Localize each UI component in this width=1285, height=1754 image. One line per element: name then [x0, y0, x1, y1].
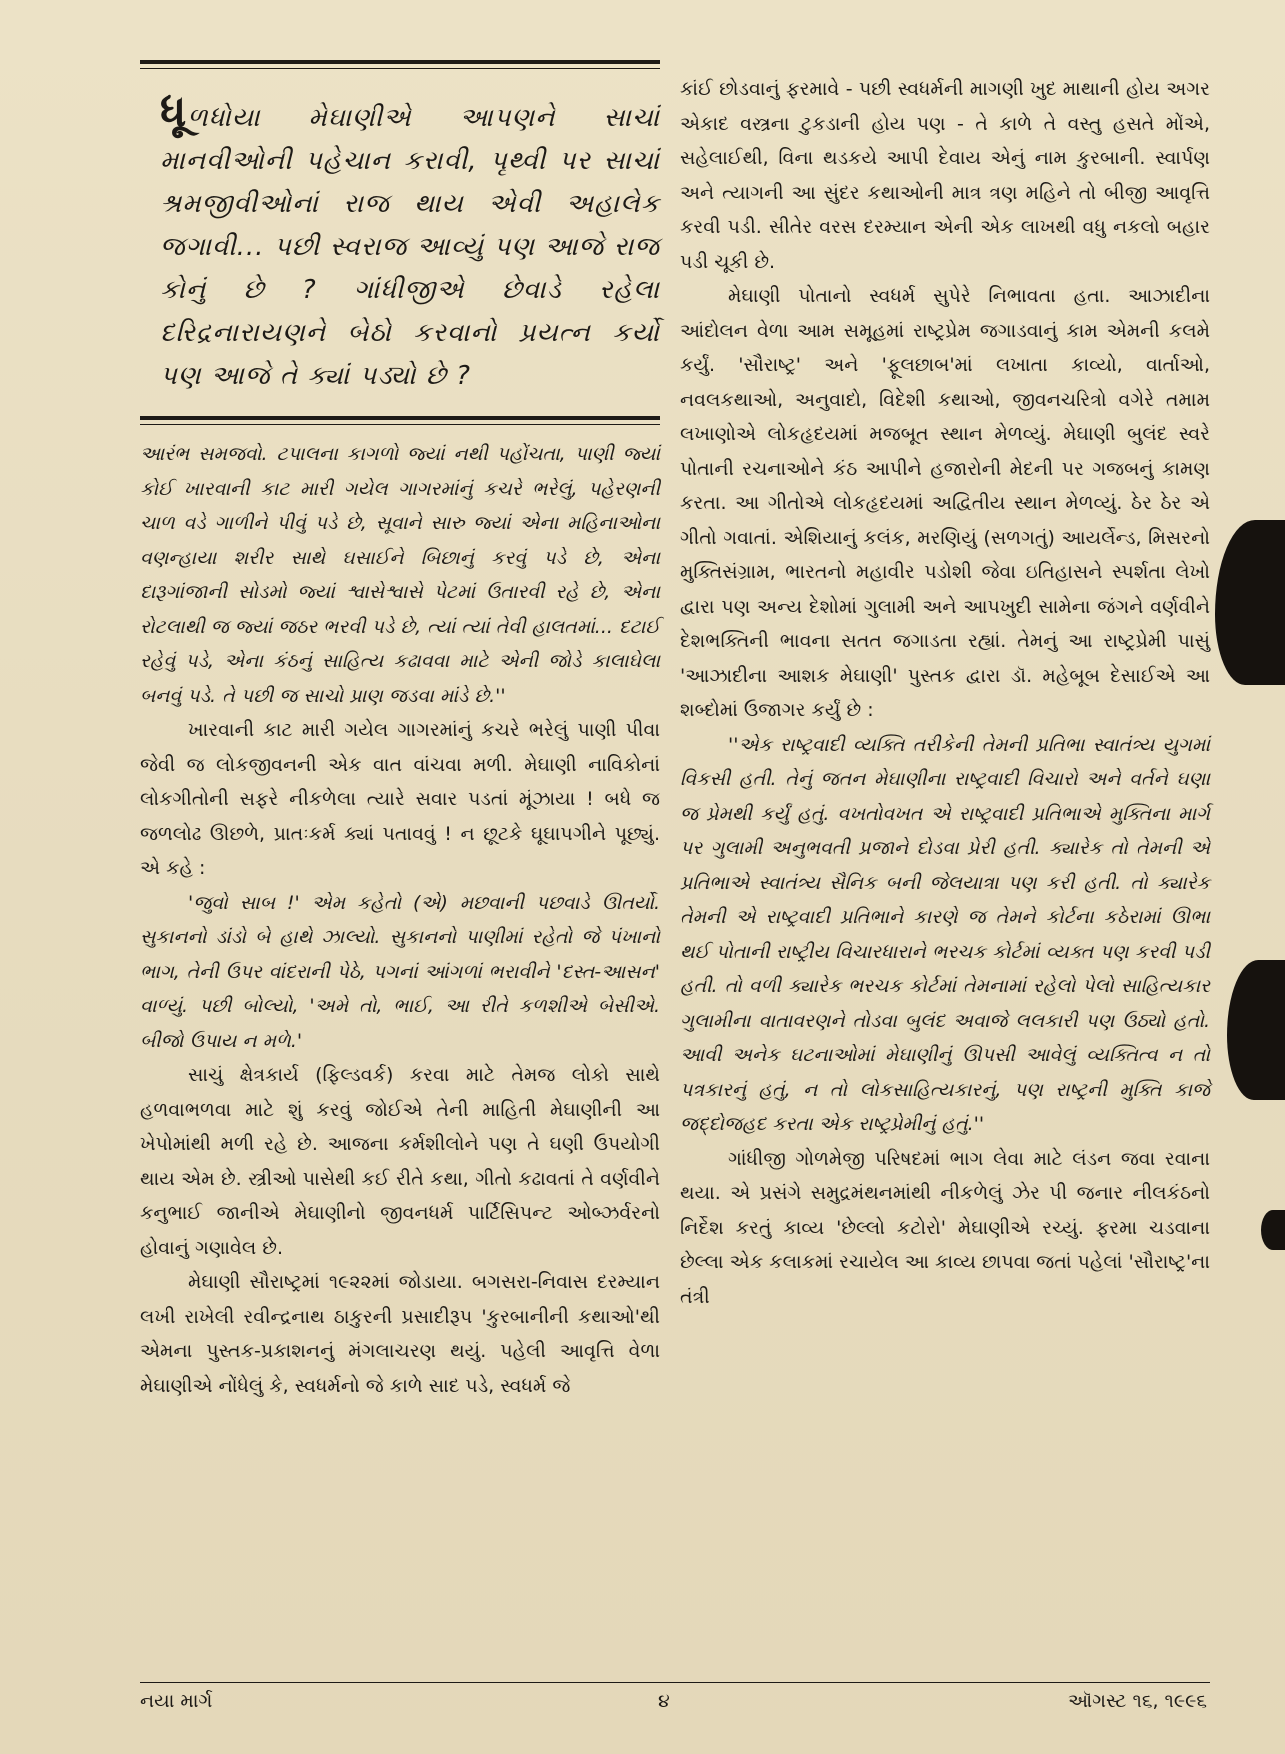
quote-bottom-rule-thick	[140, 416, 660, 420]
pull-quote	[140, 86, 660, 398]
body-paragraph: મેઘાણી સૌરાષ્ટ્રમાં ૧૯૨૨માં જોડાયા. બગસરા-નિવાસ દરમ્યાન લખી રાખેલી રવીન્દ્રનાથ ઠાકુરની પ્રસાદીરૂપ 'કુરબાનીની કથાઓ'થી એમના પુસ્તક-પ્રકાશનનું મંગલાચરણ થયું. પહેલી આવૃત્તિ વેળા મેઘાણીએ નોંધેલું કે, સ્વધર્મનો જે કાળે સાદ પડે, સ્વધર્મ જે	[140, 1271, 660, 1397]
issue-date: ઑગસ્ટ ૧૬, ૧૯૯૬	[1067, 1690, 1207, 1712]
publication-name: નયા માર્ગ	[140, 1690, 213, 1712]
pull-quote-initial: ધૂ	[160, 86, 188, 137]
body-paragraph: સાચું ક્ષેત્રકાર્ય (ફિલ્ડવર્ક) કરવા માટે તેમજ લોકો સાથે હળવાભળવા માટે શું કરવું જોઈએ તેની માહિતી મેઘાણીની આ ખેપોમાંથી મળી રહે છે. આજના કર્મશીલોને પણ તે ઘણી ઉપયોગી થાય એમ છે. સ્ત્રીઓ પાસેથી કઈ રીતે કથા, ગીતો કઢાવતાં તે વર્ણવીને કનુભાઈ જાનીએ મેઘાણીનો જીવનધર્મ પાર્ટિસિપન્ટ ઓબ્ઝર્વરનો હોવાનું ગણાવેલ છે.	[140, 1064, 660, 1259]
quoted-paragraph: ''એક રાષ્ટ્રવાદી વ્યક્તિ તરીકેની તેમની પ્રતિભા સ્વાતંત્ર્ય યુગમાં વિકસી હતી. તેનું જતન મેઘાણીના રાષ્ટ્રવાદી વિચારો અને વર્તને ઘણા જ પ્રેમથી કર્યું હતું. વખતોવખત એ રાષ્ટ્રવાદી પ્રતિભાએ મુક્તિના માર્ગ પર ગુલામી અનુભવતી પ્રજાને દોડવા પ્રેરી હતી. ક્યારેક તો તેમની એ પ્રતિભાએ સ્વાતંત્ર્ય સૈનિક બની જેલયાત્રા પણ કરી હતી. તો ક્યારેક તેમની એ રાષ્ટ્રવાદી પ્રતિભાને કારણે જ તેમને કોર્ટના કઠેરામાં ઊભા થઈ પોતાની રાષ્ટ્રીય વિચારધારાને ભરચક કોર્ટમાં વ્યક્ત પણ કરવી પડી હતી. તો વળી ક્યારેક ભરચક કોર્ટમાં તેમનામાં રહેલો પેલો સાહિત્યકાર ગુલામીના વાતાવરણને તોડવા બુલંદ અવાજે લલકારી પણ ઉઠ્યો હતો. આવી અનેક ઘટનાઓમાં મેઘાણીનું ઊપસી આવેલું વ્યક્તિત્વ ન તો પત્રકારનું હતું, ન તો લોકસાહિત્યકારનું, પણ રાષ્ટ્રની મુક્તિ કાજે જદ્દોજહદ કરતા એક રાષ્ટ્રપ્રેમીનું હતું.''	[680, 733, 1210, 1135]
page-number: ૪	[658, 1690, 670, 1712]
torn-edge-mark	[1227, 960, 1285, 1100]
body-paragraph: આરંભ સમજવો. ટપાલના કાગળો જ્યાં નથી પહોંચતા, પાણી જ્યાં કોઈ ખારવાની કાટ મારી ગયેલ ગાગરમાંનું કચરે ભરેલું, પહેરણની ચાળ વડે ગાળીને પીવું પડે છે, સૂવાને સારુ જ્યાં એના મહિનાઓના વણન્હાયા શરીર સાથે ઘસાઈને બિછાનું કરવું પડે છે, એના દારૂગાંજાની સોડમો જ્યાં શ્વાસેશ્વાસે પેટમાં ઉતારવી રહે છે, એના રોટલાથી જ જ્યાં જઠર ભરવી પડે છે, ત્યાં ત્યાં તેવી હાલતમાં... દટાઈ રહેવું પડે, એના કંઠનું સાહિત્ય કઢાવવા માટે એની જોડે કાલાઘેલા બનવું પડે. તે પછી જ સાચો પ્રાણ જડવા માંડે છે.''	[140, 443, 660, 707]
quote-bottom-rule-thin	[140, 424, 660, 425]
pull-quote-text: ળધોયા મેઘાણીએ આપણને સાચાં માનવીઓની પહેચાન કરાવી, પૃથ્વી પર સાચાં શ્રમજીવીઓનાં રાજ થાય એવી અહાલેક જગાવી... પછી સ્વરાજ આવ્યું પણ આજે રાજ કોનું છે ? ગાંધીજીએ છેવાડે રહેલા દરિદ્રનારાયણને બેઠો કરવાનો પ્રયત્ન કર્યો પણ આજે તે ક્યાં પડ્યો છે ?	[160, 103, 660, 391]
body-paragraph: કાંઈ છોડવાનું ફરમાવે - પછી સ્વધર્મની માગણી ખુદ માથાની હોય અગર એકાદ વસ્ત્રના ટુકડાની હોય પણ - તે કાળે તે વસ્તુ હસતે મોંએ, સહેલાઈથી, વિના થડકયે આપી દેવાય એનું નામ કુરબાની. સ્વાર્પણ અને ત્યાગની આ સુંદર કથાઓની માત્ર ત્રણ મહિને તો બીજી આવૃત્તિ કરવી પડી. સીતેર વરસ દરમ્યાન એની એક લાખથી વધુ નકલો બહાર પડી ચૂકી છે.	[680, 78, 1210, 273]
torn-edge-mark	[1215, 520, 1285, 685]
left-column	[140, 60, 660, 1403]
body-paragraph: ગાંધીજી ગોળમેજી પરિષદમાં ભાગ લેવા માટે લંડન જવા રવાના થયા. એ પ્રસંગે સમુદ્રમંથનમાંથી નીકળેલું ઝેર પી જનાર નીલકંઠનો નિર્દેશ કરતું કાવ્ય 'છેલ્લો કટોરો' મેઘાણીએ રચ્યું. ફરમા ચડવાના છેલ્લા એક કલાકમાં રચાયેલ આ કાવ્ય છાપવા જતાં પહેલાં 'સૌરાષ્ટ્ર'ના તંત્રી	[680, 1147, 1210, 1308]
body-paragraph: 'જુવો સાબ !' એમ કહેતો (એ) મછવાની પછવાડે ઊતર્યો. સુકાનનો ડાંડો બે હાથે ઝાલ્યો. સુકાનનો પાણીમાં રહેતો જે પંખાનો ભાગ, તેની ઉપર વાંદરાની પેઠે, પગનાં આંગળાં ભરાવીને 'દસ્ત-આસન' વાળ્યું. પછી બોલ્યો, 'અમે તો, ભાઈ, આ રીતે કળશીએ બેસીએ. બીજો ઉપાય ન મળે.'	[140, 891, 660, 1052]
footer-rule	[140, 1682, 1210, 1683]
left-body	[140, 437, 660, 1403]
right-column	[680, 72, 1210, 1314]
torn-edge-mark	[1261, 1210, 1285, 1250]
body-paragraph: મેઘાણી પોતાનો સ્વધર્મ સુપેરે નિભાવતા હતા. આઝાદીના આંદોલન વેળા આમ સમૂહમાં રાષ્ટ્રપ્રેમ જગાડવાનું કામ એમની કલમે કર્યું. 'સૌરાષ્ટ્ર' અને 'ફૂલછાબ'માં લખાતા કાવ્યો, વાર્તાઓ, નવલકથાઓ, અનુવાદો, વિદેશી કથાઓ, જીવનચરિત્રો વગેરે તમામ લખાણોએ લોકહૃદયમાં મજબૂત સ્થાન મેળવ્યું. મેઘાણી બુલંદ સ્વરે પોતાની રચનાઓને કંઠ આપીને હજારોની મેદની પર ગજબનું કામણ કરતા. આ ગીતોએ લોકહૃદયમાં અદ્વિતીય સ્થાન મેળવ્યું. ઠેર ઠેર એ ગીતો ગવાતાં. એશિયાનું કલંક, મરણિયું (સળગતું) આયર્લેન્ડ, મિસરનો મુક્તિસંગ્રામ, ભારતનો મહાવીર પડોશી જેવા ઇતિહાસને સ્પર્શતા લેખો દ્વારા પણ અન્ય દેશોમાં ગુલામી અને આપખુદી સામેના જંગને વર્ણવીને દેશભક્તિની ભાવના સતત જગાડતા રહ્યાં. તેમનું આ રાષ્ટ્રપ્રેમી પાસું 'આઝાદીના આશક મેઘાણી' પુસ્તક દ્વારા ડૉ. મહેબૂબ દેસાઈએ આ શબ્દોમાં ઉજાગર કર્યું છે :	[680, 285, 1210, 721]
pull-quote-box	[140, 69, 660, 416]
quote-top-rule-thick	[140, 60, 660, 64]
body-paragraph: ખારવાની કાટ મારી ગયેલ ગાગરમાંનું કચરે ભરેલું પાણી પીવા જેવી જ લોકજીવનની એક વાત વાંચવા મળી. મેઘાણી નાવિકોનાં લોકગીતોની સફરે નીકળેલા ત્યારે સવાર પડતાં મૂંઝાયા ! બધે જ જળલોઢ ઊછળે, પ્રાતઃકર્મ ક્યાં પતાવવું ! ન છૂટકે ઘૂઘાપગીને પૂછ્યું. એ કહે :	[140, 719, 660, 879]
